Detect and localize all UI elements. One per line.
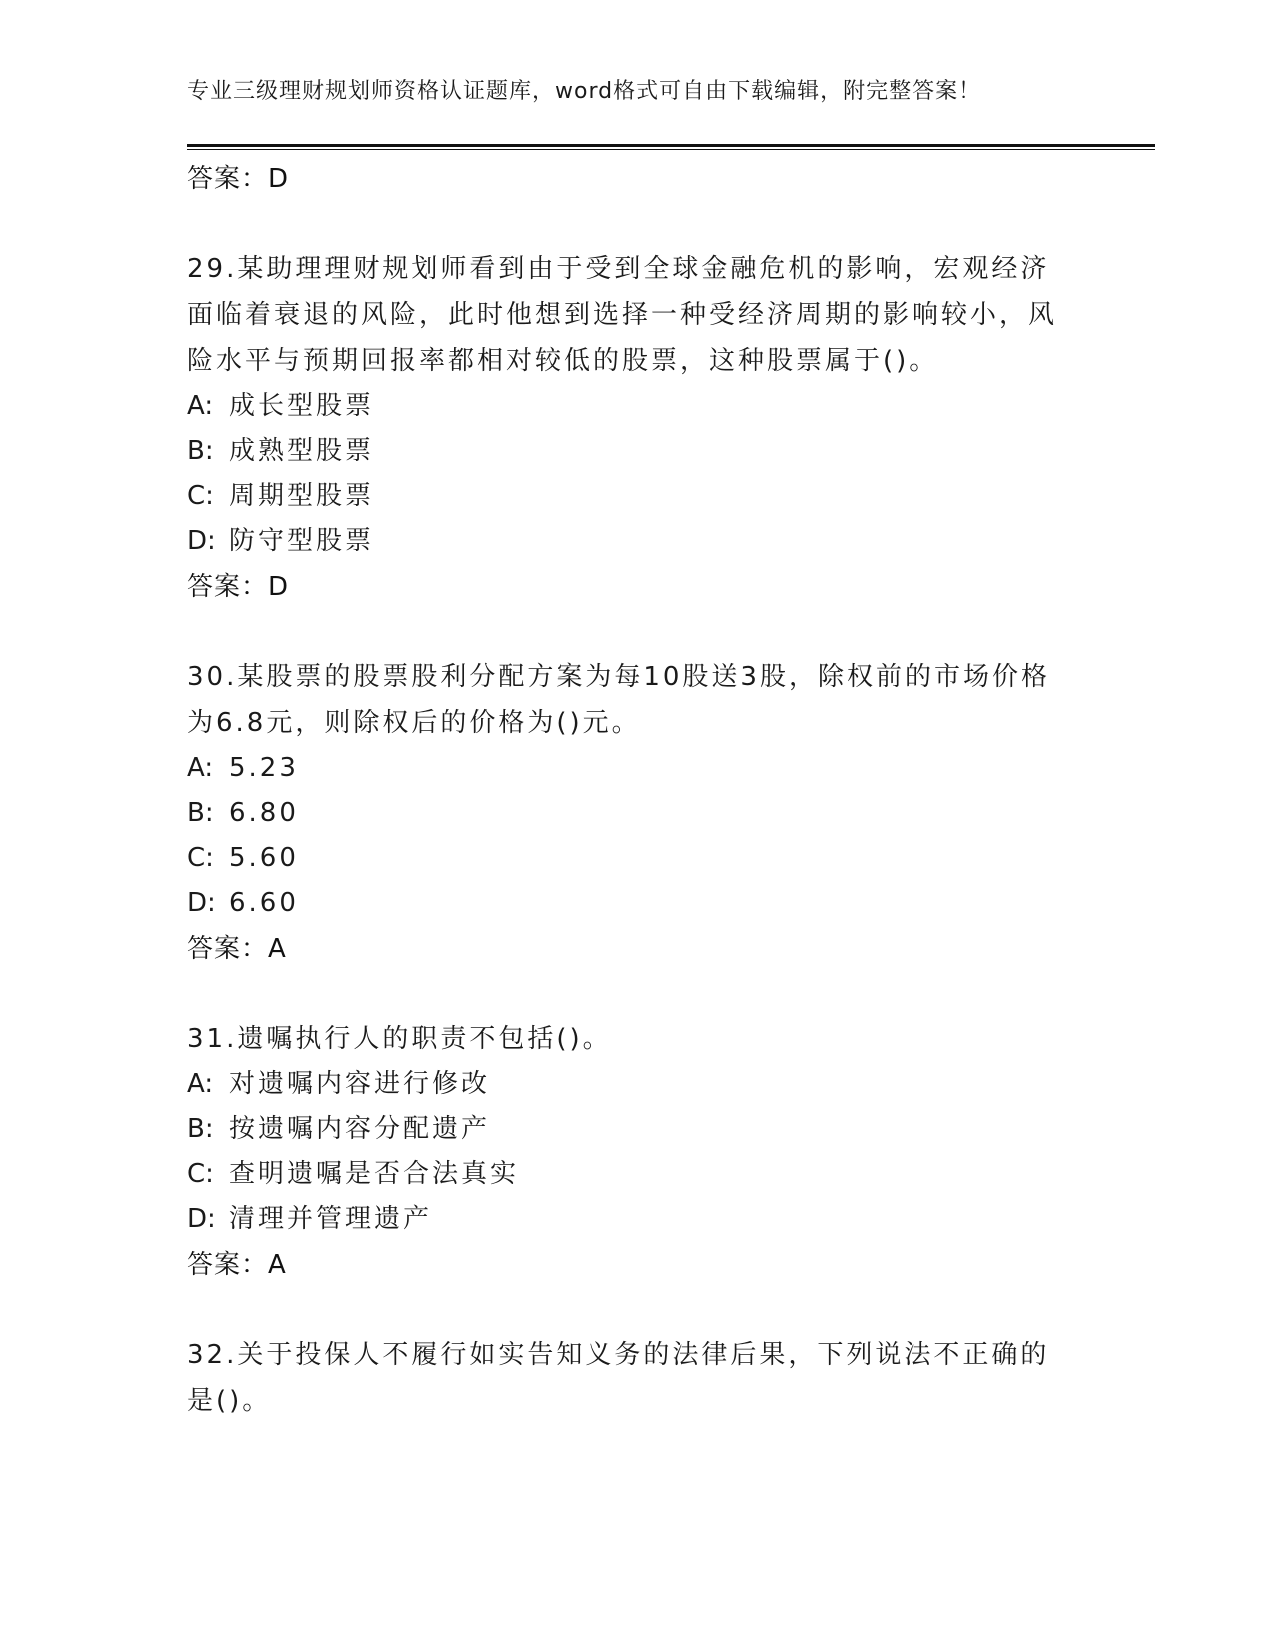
question-text: 32.关于投保人不履行如实告知义务的法律后果，下列说法不正确的是()。 bbox=[187, 1340, 1050, 1416]
option-item bbox=[187, 474, 1077, 519]
question-block bbox=[187, 1016, 1077, 1288]
option-letter: A: bbox=[187, 391, 214, 421]
answer-line: 答案：A bbox=[187, 1250, 287, 1280]
option-text: 按遗嘱内容分配遗产 bbox=[229, 1114, 491, 1144]
option-item bbox=[187, 384, 1077, 429]
option-text: 5.23 bbox=[229, 753, 299, 783]
option-letter: A: bbox=[187, 1069, 214, 1099]
option-text: 对遗嘱内容进行修改 bbox=[229, 1069, 491, 1099]
option-letter: A: bbox=[187, 753, 214, 783]
option-text: 6.80 bbox=[229, 798, 299, 828]
option-text: 成熟型股票 bbox=[229, 436, 375, 466]
question-block bbox=[187, 1332, 1077, 1424]
answer-line: 答案：D bbox=[187, 164, 290, 194]
option-item bbox=[187, 1152, 1077, 1197]
document-body bbox=[187, 156, 1077, 1424]
option-text: 周期型股票 bbox=[229, 481, 375, 511]
page-header: 专业三级理财规划师资格认证题库，word格式可自由下载编辑，附完整答案！ bbox=[187, 79, 982, 104]
option-letter: C: bbox=[187, 481, 214, 511]
option-letter: D: bbox=[187, 1204, 216, 1234]
option-letter: C: bbox=[187, 843, 214, 873]
option-text: 6.60 bbox=[229, 888, 299, 918]
option-letter: C: bbox=[187, 1159, 214, 1189]
option-text: 防守型股票 bbox=[229, 526, 375, 556]
header-divider-thin bbox=[187, 149, 1155, 150]
answer-line: 答案：A bbox=[187, 934, 287, 964]
question-block bbox=[187, 654, 1077, 972]
option-item bbox=[187, 429, 1077, 474]
option-item bbox=[187, 1197, 1077, 1242]
option-item bbox=[187, 881, 1077, 926]
option-item bbox=[187, 1062, 1077, 1107]
option-text: 5.60 bbox=[229, 843, 299, 873]
option-item bbox=[187, 746, 1077, 791]
option-letter: D: bbox=[187, 888, 216, 918]
option-letter: D: bbox=[187, 526, 216, 556]
header-divider bbox=[187, 144, 1155, 147]
option-item bbox=[187, 791, 1077, 836]
option-letter: B: bbox=[187, 798, 214, 828]
option-letter: B: bbox=[187, 1114, 214, 1144]
option-item bbox=[187, 519, 1077, 564]
option-letter: B: bbox=[187, 436, 214, 466]
option-text: 清理并管理遗产 bbox=[229, 1204, 433, 1234]
question-text: 30.某股票的股票股利分配方案为每10股送3股，除权前的市场价格为6.8元，则除权后的价格为()元。 bbox=[187, 662, 1050, 738]
option-item bbox=[187, 1107, 1077, 1152]
question-text: 31.遗嘱执行人的职责不包括()。 bbox=[187, 1024, 612, 1054]
question-text: 29.某助理理财规划师看到由于受到全球金融危机的影响，宏观经济面临着衰退的风险，此时他想到选择一种受经济周期的影响较小，风险水平与预期回报率都相对较低的股票，这种股票属于()。 bbox=[187, 254, 1058, 376]
answer-line: 答案：D bbox=[187, 572, 290, 602]
option-text: 成长型股票 bbox=[229, 391, 375, 421]
question-block bbox=[187, 246, 1077, 610]
option-text: 查明遗嘱是否合法真实 bbox=[229, 1159, 520, 1189]
option-item bbox=[187, 836, 1077, 881]
